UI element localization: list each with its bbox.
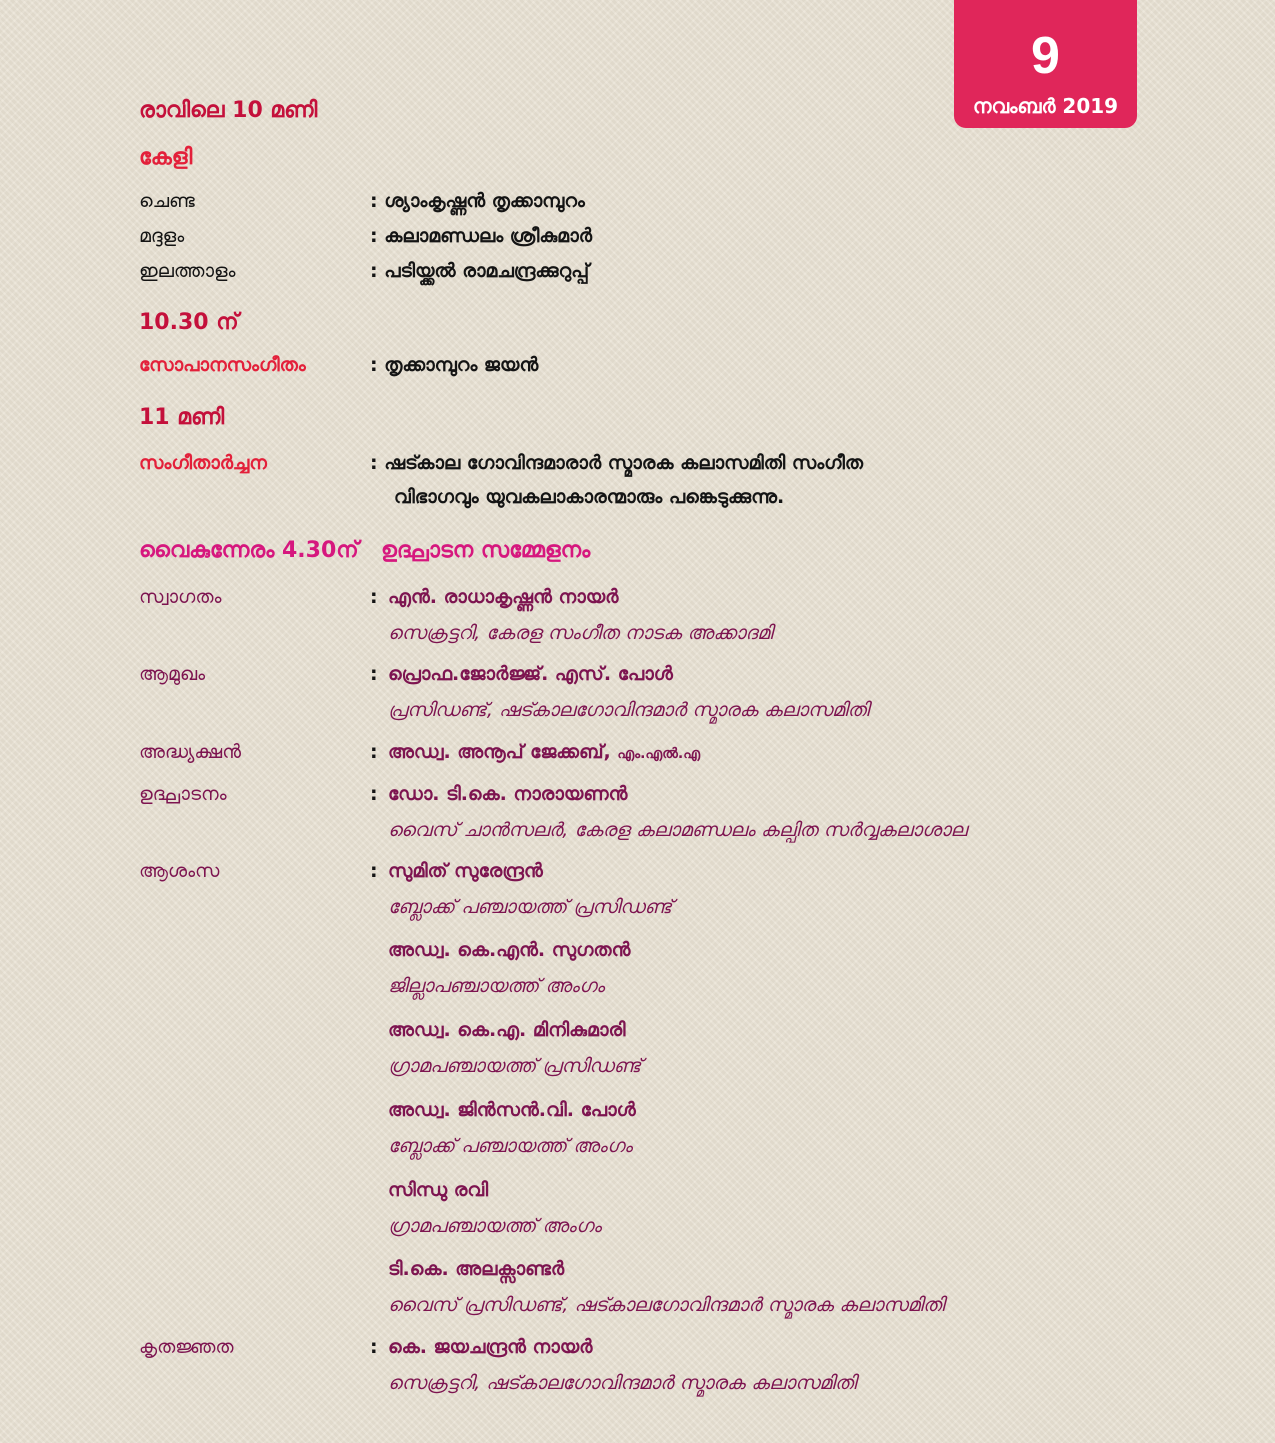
speaker-name: ഡോ. ടി.കെ. നാരായണൻ (388, 783, 628, 805)
program-row (139, 225, 1149, 259)
instrument-label: ചെണ്ട (139, 190, 195, 212)
speaker-designation: ബ്ലോക്ക് പഞ്ചായത്ത് അംഗം (388, 1135, 633, 1157)
performer-name: : കലാമണ്ഡലം ശ്രീകുമാർ (370, 225, 593, 247)
event-label: സംഗീതാർച്ചന (139, 452, 267, 474)
speaker-block (139, 939, 1149, 1011)
speaker-designation: ഗ്രാമപഞ്ചായത്ത് അംഗം (388, 1215, 602, 1237)
role-label: ഉദ്ഘാടനം (139, 783, 227, 805)
performer-name: : ശ്യാംകൃഷ്ണൻ തൃക്കാമ്പുറം (370, 190, 585, 212)
colon: : (370, 663, 378, 685)
colon: : (370, 741, 378, 763)
speaker-designation: വൈസ് പ്രസിഡണ്ട്, ഷട്കാലഗോവിന്ദമാർ സ്മാരക കലാസമിതി (388, 1294, 945, 1316)
evening-time: വൈകുന്നേരം 4.30ന് (139, 538, 359, 563)
date-badge (954, 0, 1137, 128)
speaker-block (139, 1019, 1149, 1091)
speaker-name: അഡ്വ. കെ.എൻ. സുഗതൻ (388, 939, 631, 961)
event-description-line1: : ഷട്കാല ഗോവിന്ദമാരാർ സ്മാരക കലാസമിതി സംഗീത (370, 452, 863, 474)
speaker-block (139, 741, 1149, 777)
speaker-designation: സെക്രട്ടറി, ഷട്കാലഗോവിന്ദമാർ സ്മാരക കലാസമിതി (388, 1372, 857, 1394)
session3-time: 11 മണി (139, 405, 225, 430)
speaker-designation: ഗ്രാമപഞ്ചായത്ത് പ്രസിഡണ്ട് (388, 1055, 642, 1077)
role-label: അദ്ധ്യക്ഷൻ (139, 741, 241, 763)
program-row (139, 190, 1149, 224)
speaker-block (139, 783, 1149, 855)
speaker-name: സിന്ധു രവി (388, 1179, 489, 1201)
performer-name: : തൃക്കാമ്പുറം ജയൻ (370, 354, 539, 376)
event-description-line2: വിഭാഗവും യുവകലാകാരന്മാരും പങ്കെടുക്കുന്നു. (394, 486, 785, 508)
speaker-block (139, 1258, 1149, 1330)
speaker-name: ടി.കെ. അലക്സാണ്ടർ (388, 1258, 565, 1280)
evening-title: ഉദ്ഘാടന സമ്മേളനം (381, 538, 591, 563)
speaker-name: പ്രൊഫ.ജോർജ്ജ്. എസ്. പോൾ (388, 663, 673, 685)
session2-time: 10.30 ന് (139, 310, 239, 335)
speaker-block (139, 586, 1149, 658)
colon: : (370, 783, 378, 805)
morning-time: രാവിലെ 10 മണി (139, 98, 318, 123)
instrument-label: ഇലത്താളം (139, 260, 236, 282)
date-month-year: നവംബർ 2019 (972, 94, 1119, 118)
role-label: സ്വാഗതം (139, 586, 222, 608)
speaker-name: അഡ്വ. ജിൻസൻ.വി. പോൾ (388, 1099, 636, 1121)
speaker-designation: ബ്ലോക്ക് പഞ്ചായത്ത് പ്രസിഡണ്ട് (388, 896, 672, 918)
colon: : (370, 586, 378, 608)
role-label: കൃതജ്ഞത (139, 1336, 234, 1358)
date-day: 9 (1031, 27, 1060, 85)
performer-name: : പടിയ്ക്കൽ രാമചന്ദ്രക്കുറുപ്പ് (370, 260, 590, 282)
speaker-designation: വൈസ് ചാൻസലർ, കേരള കലാമണ്ഡലം കല്പിത സർവ്വകലാശാല (388, 819, 967, 841)
speaker-name-text: അഡ്വ. അനൂപ് ജേക്കബ്, (388, 741, 611, 763)
colon: : (370, 860, 378, 882)
speaker-name: അഡ്വ. കെ.എ. മിനികുമാരി (388, 1019, 626, 1041)
speaker-name: സുമിത് സുരേന്ദ്രൻ (388, 860, 543, 882)
program-row (139, 354, 1149, 388)
role-label: ആശംസ (139, 860, 220, 882)
speaker-name (388, 741, 700, 763)
colon: : (370, 1336, 378, 1358)
speaker-designation: ജില്ലാപഞ്ചായത്ത് അംഗം (388, 975, 605, 997)
program-row (139, 260, 1149, 294)
morning-title: കേളി (139, 145, 193, 170)
speaker-designation: സെക്രട്ടറി, കേരള സംഗീത നാടക അക്കാദമി (388, 622, 773, 644)
event-label: സോപാനസംഗീതം (139, 354, 306, 376)
speaker-block (139, 663, 1149, 735)
speaker-name: എൻ. രാധാകൃഷ്ണൻ നായർ (388, 586, 619, 608)
program-row (139, 452, 1149, 522)
speaker-block (139, 1179, 1149, 1251)
speaker-title-suffix: എം.എൽ.എ (617, 746, 701, 762)
speaker-name: കെ. ജയചന്ദ്രൻ നായർ (388, 1336, 593, 1358)
speaker-designation: പ്രസിഡണ്ട്, ഷട്കാലഗോവിന്ദമാർ സ്മാരക കലാസമിതി (388, 699, 869, 721)
speaker-block (139, 1099, 1149, 1171)
role-label: ആമുഖം (139, 663, 206, 685)
speaker-block (139, 1336, 1149, 1408)
instrument-label: മദ്ദളം (139, 225, 185, 247)
speaker-block (139, 860, 1149, 932)
